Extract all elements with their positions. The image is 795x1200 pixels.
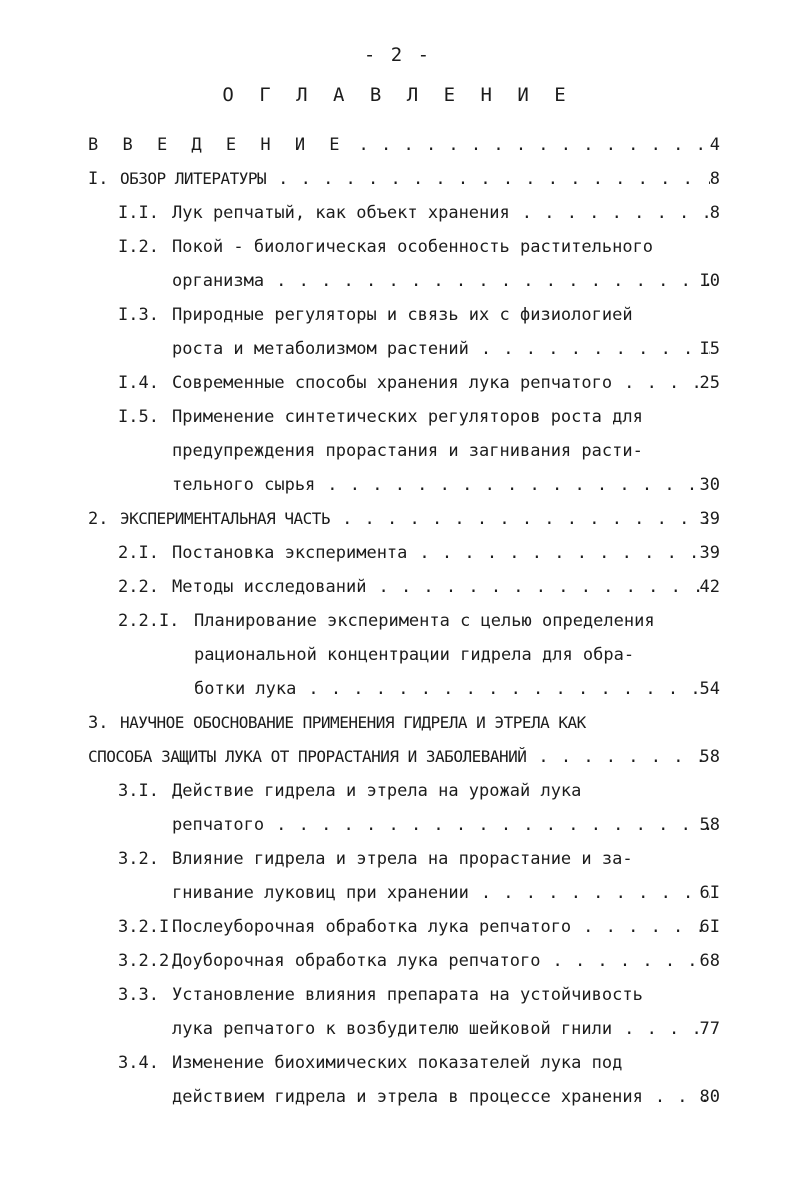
- toc-entry-page: 68: [699, 951, 720, 971]
- toc-entry-number: 3.: [88, 713, 109, 733]
- toc-entry-1-2-cont[interactable]: [172, 268, 720, 294]
- toc-title: О Г Л А В Л Е Н И Е: [222, 84, 573, 106]
- toc-entry-number: 3.3.: [118, 985, 159, 1005]
- toc-entry-number: 3.2.2.: [118, 951, 180, 971]
- toc-entry-number: 3.2.I.: [118, 917, 180, 937]
- toc-entry-text-cont: гнивание луковиц при хранении: [172, 883, 469, 903]
- toc-entry-3-4[interactable]: [118, 1050, 720, 1076]
- toc-entry-number: I.4.: [118, 373, 159, 393]
- dot-leader: [278, 166, 710, 192]
- dot-leader: [308, 676, 710, 702]
- toc-entry-text-cont: репчатого: [172, 815, 265, 835]
- page-number: - 2 -: [363, 44, 432, 66]
- toc-entry-2-2-1-cont2[interactable]: [194, 676, 720, 702]
- toc-entry-2-1[interactable]: [118, 540, 720, 566]
- toc-entry-1-5-cont1[interactable]: [172, 438, 720, 464]
- toc-entry-2-2-1[interactable]: [118, 608, 720, 634]
- toc-entry-page: 6I: [699, 917, 720, 937]
- toc-entry-number: I.3.: [118, 305, 159, 325]
- dot-leader: [419, 540, 710, 566]
- toc-entry-1-2[interactable]: [118, 234, 720, 260]
- toc-entry-text-cont: действием гидрела и этрела в процессе хранения: [172, 1087, 643, 1107]
- toc-entry-page: 39: [699, 543, 720, 563]
- toc-entry-3-2-2[interactable]: [118, 948, 720, 974]
- dot-leader: [552, 948, 710, 974]
- toc-entry-text: Лук репчатый, как объект хранения: [172, 203, 510, 223]
- dot-leader: [522, 200, 710, 226]
- toc-entry-1-5[interactable]: [118, 404, 720, 430]
- toc-entry-page: 58: [699, 747, 720, 767]
- toc-entry-page: 77: [699, 1019, 720, 1039]
- toc-entry-3-2-cont[interactable]: [172, 880, 720, 906]
- toc-entry-text: Установление влияния препарата на устойчивость: [172, 985, 643, 1005]
- toc-entry-page: 25: [699, 373, 720, 393]
- toc-entry-3-2-1[interactable]: [118, 914, 720, 940]
- toc-entry-text: НАУЧНОЕ ОБОСНОВАНИЕ ПРИМЕНЕНИЯ ГИДРЕЛА И ЭТРЕЛА КАК: [120, 713, 586, 732]
- toc-entry-text-cont: тельного сырья: [172, 475, 316, 495]
- toc-entry-text: Природные регуляторы и связь их с физиологией: [172, 305, 633, 325]
- toc-entry-text: Применение синтетических регуляторов роста для: [172, 407, 643, 427]
- dot-leader: [359, 132, 710, 158]
- toc-entry-page: 58: [699, 815, 720, 835]
- toc-entry-page: 8: [709, 203, 720, 223]
- toc-entry-text: Влияние гидрела и этрела на прорастание и за-: [172, 849, 633, 869]
- dot-leader: [481, 336, 710, 362]
- toc-entry-number: 2.2.I.: [118, 611, 180, 631]
- toc-entry-number: I.2.: [118, 237, 159, 257]
- toc-entry-text-cont: ботки лука: [194, 679, 297, 699]
- toc-entry-page: 6I: [699, 883, 720, 903]
- toc-entry-1-3-cont[interactable]: [172, 336, 720, 362]
- toc-entry-3-3-cont[interactable]: [172, 1016, 720, 1042]
- toc-entry-text: Современные способы хранения лука репчатого: [172, 373, 613, 393]
- toc-entry-page: 8: [709, 169, 720, 189]
- toc-entry-3-2[interactable]: [118, 846, 720, 872]
- toc-entry-3-3[interactable]: [118, 982, 720, 1008]
- toc-entry-page: I5: [699, 339, 720, 359]
- toc-entry-3-4-cont[interactable]: [172, 1084, 720, 1110]
- toc-entry-text: Действие гидрела и этрела на урожай лука: [172, 781, 582, 801]
- toc-entry-page: 39: [699, 509, 720, 529]
- toc-entry-number: I.: [88, 169, 109, 189]
- toc-entry-1-3[interactable]: [118, 302, 720, 328]
- toc-entry-2-2[interactable]: [118, 574, 720, 600]
- dot-leader: [276, 812, 710, 838]
- toc-entry-page: 30: [699, 475, 720, 495]
- toc-entry-number: 2.: [88, 509, 109, 529]
- toc-entry-text-cont: роста и метаболизмом растений: [172, 339, 469, 359]
- toc-entry-3-1[interactable]: [118, 778, 720, 804]
- toc-entry-text: Доуборочная обработка лука репчатого: [172, 951, 541, 971]
- toc-entry-1[interactable]: [88, 166, 720, 192]
- toc-entry-3[interactable]: [88, 710, 720, 736]
- toc-entry-introduction[interactable]: [88, 132, 720, 158]
- toc-entry-text: Изменение биохимических показателей лука под: [172, 1053, 623, 1073]
- toc-entry-1-1[interactable]: [118, 200, 720, 226]
- toc-entry-page: 4: [709, 135, 720, 155]
- toc-entry-page: I0: [699, 271, 720, 291]
- toc-entry-2[interactable]: [88, 506, 720, 532]
- toc-entry-3-cont[interactable]: [88, 744, 720, 770]
- dot-leader: [327, 472, 710, 498]
- toc-entry-text-cont: рациональной концентрации гидрела для обра-: [194, 645, 635, 665]
- toc-entry-page: 42: [699, 577, 720, 597]
- toc-entry-text: Постановка эксперимента: [172, 543, 408, 563]
- toc-entry-number: 3.2.: [118, 849, 159, 869]
- dot-leader: [481, 880, 710, 906]
- toc-entry-number: I.I.: [118, 203, 159, 223]
- toc-entry-3-1-cont[interactable]: [172, 812, 720, 838]
- toc-entry-1-4[interactable]: [118, 370, 720, 396]
- toc-entry-text: ЭКСПЕРИМЕНТАЛЬНАЯ ЧАСТЬ: [120, 509, 331, 528]
- toc-entry-page: 80: [699, 1087, 720, 1107]
- toc-entry-text: В В Е Д Е Н И Е: [88, 135, 347, 155]
- toc-entry-number: 3.4.: [118, 1053, 159, 1073]
- toc-entry-text-cont: предупреждения прорастания и загнивания расти-: [172, 441, 643, 461]
- toc-entry-text: ОБЗОР ЛИТЕРАТУРЫ: [120, 169, 267, 188]
- dot-leader: [378, 574, 710, 600]
- toc-entry-2-2-1-cont1[interactable]: [194, 642, 720, 668]
- dot-leader: [342, 506, 710, 532]
- dot-leader: [276, 268, 710, 294]
- toc-entry-number: 3.I.: [118, 781, 159, 801]
- toc-entry-number: 2.I.: [118, 543, 159, 563]
- toc-entry-text: Методы исследований: [172, 577, 367, 597]
- toc-entry-text-cont: СПОСОБА ЗАЩИТЫ ЛУКА ОТ ПРОРАСТАНИЯ И ЗАБОЛЕВАНИЙ: [88, 747, 527, 766]
- toc-entry-text: Послеуборочная обработка лука репчатого: [172, 917, 572, 937]
- toc-entry-text: Покой - биологическая особенность растительного: [172, 237, 654, 257]
- toc-entry-text: Планирование эксперимента с целью определения: [194, 611, 655, 631]
- dot-leader: [538, 744, 710, 770]
- toc-entry-page: 54: [699, 679, 720, 699]
- toc-entry-number: I.5.: [118, 407, 159, 427]
- toc-entry-text-cont: организма: [172, 271, 265, 291]
- toc-entry-number: 2.2.: [118, 577, 159, 597]
- toc-entry-1-5-cont2[interactable]: [172, 472, 720, 498]
- toc-entry-text-cont: лука репчатого к возбудителю шейковой гнили: [172, 1019, 613, 1039]
